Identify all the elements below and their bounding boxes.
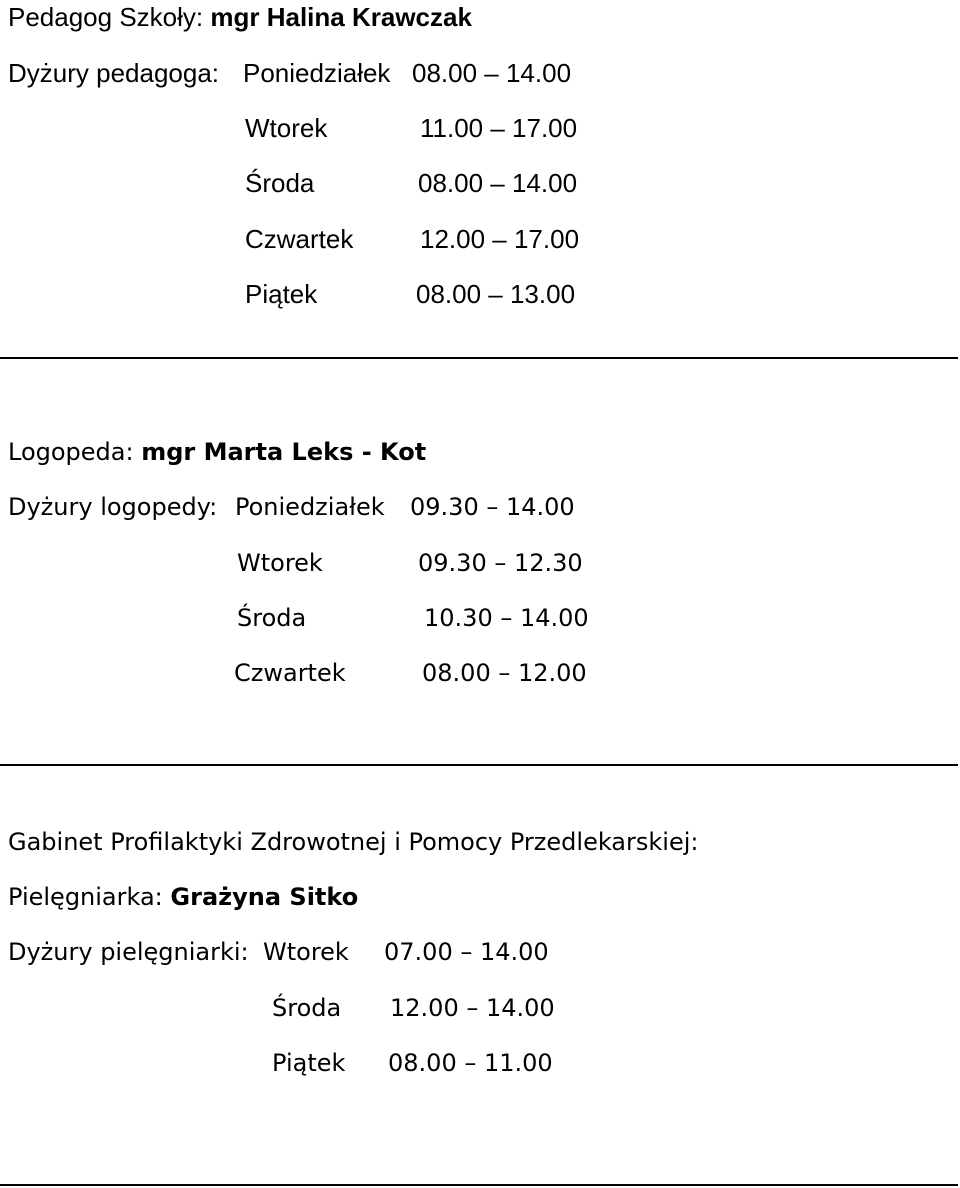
pedagog-day-4: Piątek — [245, 279, 318, 309]
logopeda-day-1: Wtorek — [237, 549, 323, 577]
pedagog-time-3: 12.00 – 17.00 — [420, 224, 580, 254]
logopeda-time-3: 08.00 – 12.00 — [422, 659, 587, 687]
divider-2 — [0, 764, 958, 766]
gabinet-hours-label: Dyżury pielęgniarki: — [8, 938, 249, 966]
pedagog-time-2: 08.00 – 14.00 — [418, 168, 578, 198]
divider-3 — [0, 1184, 958, 1186]
logopeda-hours-label: Dyżury logopedy: — [8, 493, 218, 521]
gabinet-day-0: Wtorek — [263, 938, 349, 966]
logopeda-time-0: 09.30 – 14.00 — [410, 493, 575, 521]
logopeda-day-3: Czwartek — [234, 659, 346, 687]
logopeda-day-0: Poniedziałek — [235, 493, 385, 521]
pedagog-day-3: Czwartek — [245, 224, 354, 254]
logopeda-heading — [8, 440, 426, 464]
pedagog-hours-label: Dyżury pedagoga: — [8, 58, 220, 88]
pedagog-day-1: Wtorek — [245, 113, 328, 143]
pedagog-name: mgr Halina Krawczak — [210, 2, 472, 32]
logopeda-day-2: Środa — [237, 604, 307, 632]
gabinet-time-2: 08.00 – 11.00 — [388, 1049, 553, 1077]
pedagog-heading — [8, 4, 472, 30]
pielegniarka-label: Pielęgniarka: — [8, 883, 163, 911]
pielegniarka-heading — [8, 885, 358, 909]
divider-1 — [0, 357, 958, 359]
gabinet-time-1: 12.00 – 14.00 — [390, 994, 555, 1022]
pedagog-time-1: 11.00 – 17.00 — [420, 113, 578, 143]
logopeda-label: Logopeda: — [8, 438, 134, 466]
logopeda-name: mgr Marta Leks - Kot — [141, 438, 427, 466]
pedagog-label: Pedagog Szkoły: — [8, 2, 204, 32]
pedagog-day-0: Poniedziałek — [243, 58, 391, 88]
gabinet-day-2: Piątek — [272, 1049, 346, 1077]
pedagog-day-2: Środa — [245, 168, 315, 198]
gabinet-title: Gabinet Profilaktyki Zdrowotnej i Pomocy Przedlekarskiej: — [8, 828, 699, 856]
logopeda-time-2: 10.30 – 14.00 — [424, 604, 589, 632]
pielegniarka-name: Grażyna Sitko — [170, 883, 359, 911]
pedagog-time-0: 08.00 – 14.00 — [412, 58, 572, 88]
pedagog-time-4: 08.00 – 13.00 — [416, 279, 576, 309]
logopeda-time-1: 09.30 – 12.30 — [418, 549, 583, 577]
gabinet-day-1: Środa — [272, 994, 342, 1022]
gabinet-time-0: 07.00 – 14.00 — [384, 938, 549, 966]
